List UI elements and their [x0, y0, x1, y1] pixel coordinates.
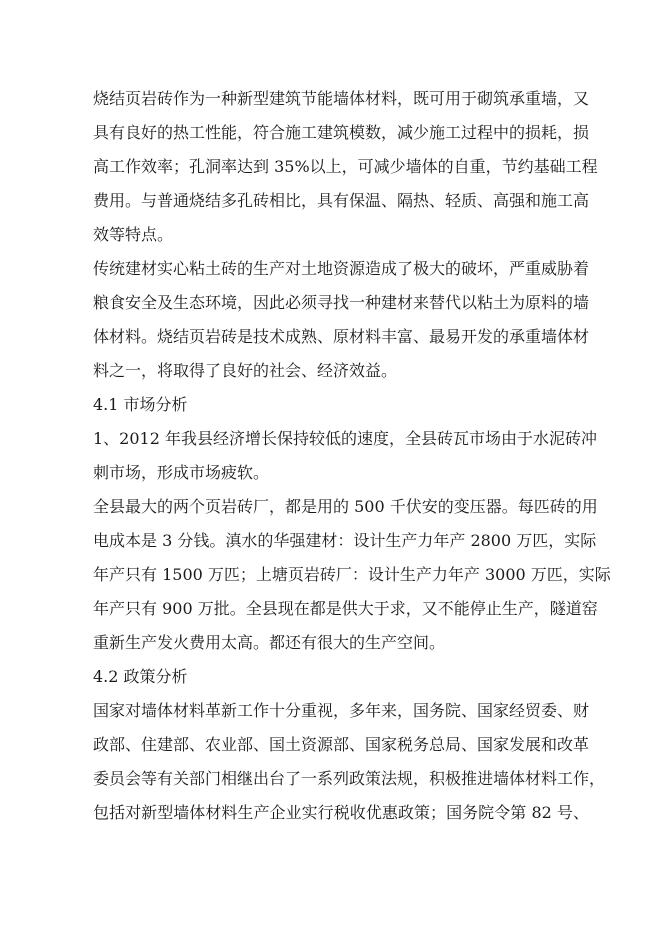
text-line: 国家对墙体材料革新工作十分重视，多年来，国务院、国家经贸委、财 [93, 701, 590, 720]
text-line: 政部、住建部、农业部、国土资源部、国家税务总局、国家发展和改革 [93, 735, 590, 754]
paragraph-market-2 [93, 490, 611, 660]
text-line: 刺市场，形成市场疲软。 [93, 463, 270, 482]
text-line: 电成本是 3 分钱。滇水的华强建材：设计生产力年产 2800 万匹，实际 [93, 531, 597, 550]
text-line: 费用。与普通烧结多孔砖相比，具有保温、隔热、轻质、高强和施工高 [93, 191, 590, 210]
paragraph-clay-brick [93, 252, 589, 388]
text-line: 年产只有 900 万批。全县现在都是供大于求，又不能停止生产，隧道窑 [93, 599, 598, 618]
text-line: 具有良好的热工性能，符合施工建筑模数，减少施工过程中的损耗，损 [93, 123, 590, 142]
text-line: 年产只有 1500 万匹；上塘页岩砖厂：设计生产力年产 3000 万匹，实际 [93, 565, 611, 584]
text-line: 粮食安全及生态环境，因此必须寻找一种建材来替代以粘土为原料的墙 [93, 293, 590, 312]
text-line: 委员会等有关部门相继出台了一系列政策法规，积极推进墙体材料工作， [93, 769, 606, 788]
paragraph-policy [93, 694, 606, 830]
text-line: 传统建材实心粘土砖的生产对土地资源造成了极大的破坏，严重威胁着 [93, 259, 590, 278]
text-line: 全县最大的两个页岩砖厂，都是用的 500 千伏安的变压器。每匹砖的用 [93, 497, 598, 516]
document-body [93, 82, 611, 830]
paragraph-market-1 [93, 422, 597, 490]
text-line: 高工作效率；孔洞率达到 35%以上，可减少墙体的自重，节约基础工程 [93, 157, 598, 176]
text-line: 效等特点。 [93, 225, 174, 244]
text-line: 重新生产发火费用太高。都还有很大的生产空间。 [93, 633, 446, 652]
section-heading-policy-analysis: 4.2 政策分析 [93, 667, 188, 686]
text-line: 包括对新型墙体材料生产企业实行税收优惠政策；国务院令第 82 号、 [93, 803, 589, 822]
text-line: 1、2012 年我县经济增长保持较低的速度，全县砖瓦市场由于水泥砖冲 [93, 429, 597, 448]
paragraph-intro [93, 82, 598, 252]
text-line: 体材料。烧结页岩砖是技术成熟、原材料丰富、最易开发的承重墙体材 [93, 327, 590, 346]
text-line: 料之一，将取得了良好的社会、经济效益。 [93, 361, 398, 380]
text-line: 烧结页岩砖作为一种新型建筑节能墙体材料，既可用于砌筑承重墙，又 [93, 89, 590, 108]
section-heading-market-analysis: 4.1 市场分析 [93, 395, 188, 414]
